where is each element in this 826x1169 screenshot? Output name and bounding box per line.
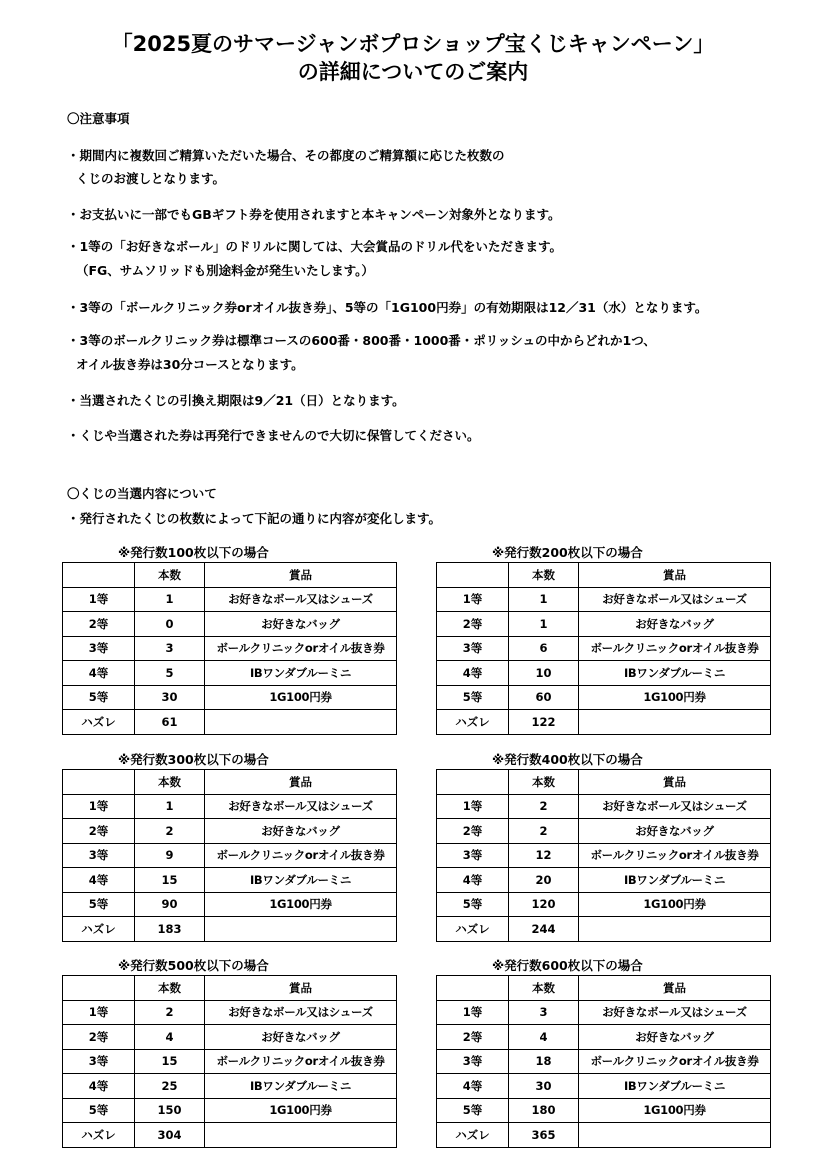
header-prize-cell: 賞品 <box>205 770 397 795</box>
header-blank-cell <box>63 770 135 795</box>
prize-cell: IBワンダブルーミニ <box>579 868 771 893</box>
table-row <box>63 1000 397 1025</box>
count-cell: 2 <box>135 1000 205 1025</box>
header-prize-cell: 賞品 <box>579 770 771 795</box>
count-cell: 25 <box>135 1074 205 1099</box>
prize-cell: 1G100円券 <box>579 685 771 710</box>
prize-cell <box>579 917 771 942</box>
prize-table <box>436 562 771 735</box>
rank-cell: ハズレ <box>63 710 135 735</box>
count-cell: 12 <box>509 843 579 868</box>
count-cell: 18 <box>509 1049 579 1074</box>
count-cell: 30 <box>135 685 205 710</box>
table-row <box>437 1123 771 1148</box>
rank-cell: ハズレ <box>437 917 509 942</box>
rank-cell: 1等 <box>437 587 509 612</box>
table-row <box>63 685 397 710</box>
note-line: ・期間内に複数回ご精算いただいた場合、その都度のご精算額に応じた枚数の <box>67 148 505 163</box>
prize-cell: お好きなバッグ <box>579 612 771 637</box>
header-blank-cell <box>437 770 509 795</box>
count-cell: 5 <box>135 661 205 686</box>
table-row <box>63 1049 397 1074</box>
prize-cell: お好きなボール又はシューズ <box>579 794 771 819</box>
prize-cell <box>205 917 397 942</box>
header-count-cell: 本数 <box>135 563 205 588</box>
count-cell: 61 <box>135 710 205 735</box>
prize-cell: お好きなボール又はシューズ <box>579 587 771 612</box>
rank-cell: 1等 <box>63 794 135 819</box>
count-cell: 3 <box>135 636 205 661</box>
prize-cell: 1G100円券 <box>205 892 397 917</box>
note-line: （FG、サムソリッドも別途料金が発生いたします。） <box>76 263 374 278</box>
count-cell: 15 <box>135 1049 205 1074</box>
header-prize-cell: 賞品 <box>579 976 771 1001</box>
table-caption: ※発行数500枚以下の場合 <box>118 958 269 973</box>
count-cell: 1 <box>509 612 579 637</box>
prize-cell: お好きなバッグ <box>205 819 397 844</box>
table-row <box>63 1025 397 1050</box>
header-blank-cell <box>437 976 509 1001</box>
count-cell: 304 <box>135 1123 205 1148</box>
header-prize-cell: 賞品 <box>205 563 397 588</box>
count-cell: 2 <box>135 819 205 844</box>
rank-cell: 3等 <box>437 636 509 661</box>
prize-cell: IBワンダブルーミニ <box>205 661 397 686</box>
note-line: ・当選されたくじの引換え期限は9／21（日）となります。 <box>67 393 405 408</box>
note-line: ・お支払いに一部でもGBギフト券を使用されますと本キャンペーン対象外となります。 <box>67 207 561 222</box>
prize-table <box>62 769 397 942</box>
note-line: くじのお渡しとなります。 <box>76 171 226 186</box>
prize-cell: お好きなボール又はシューズ <box>579 1000 771 1025</box>
table-caption: ※発行数200枚以下の場合 <box>492 545 643 560</box>
table-row <box>63 612 397 637</box>
table-row <box>437 612 771 637</box>
prize-table <box>62 975 397 1148</box>
rank-cell: 4等 <box>437 1074 509 1099</box>
table-row <box>63 1123 397 1148</box>
rank-cell: 1等 <box>63 1000 135 1025</box>
rank-cell: 3等 <box>437 1049 509 1074</box>
rank-cell: 3等 <box>437 843 509 868</box>
page-title-line1: 「2025夏のサマージャンボプロショップ宝くじキャンペーン」 <box>111 32 715 56</box>
prize-cell: ボールクリニックorオイル抜き券 <box>205 636 397 661</box>
rank-cell: 4等 <box>63 1074 135 1099</box>
rank-cell: 5等 <box>63 1098 135 1123</box>
note-line: ・3等の「ボールクリニック券orオイル抜き券」、5等の「1G100円券」の有効期限は12／31（水）となります。 <box>67 300 708 315</box>
prize-cell <box>579 710 771 735</box>
prize-cell: ボールクリニックorオイル抜き券 <box>579 1049 771 1074</box>
rank-cell: 5等 <box>437 685 509 710</box>
table-caption: ※発行数400枚以下の場合 <box>492 752 643 767</box>
rank-cell: 1等 <box>63 587 135 612</box>
note-line: オイル抜き券は30分コースとなります。 <box>76 357 304 372</box>
count-cell: 60 <box>509 685 579 710</box>
table-row <box>63 710 397 735</box>
results-heading: 〇くじの当選内容について <box>67 486 217 501</box>
rank-cell: 5等 <box>437 1098 509 1123</box>
count-cell: 15 <box>135 868 205 893</box>
prize-cell: 1G100円券 <box>205 1098 397 1123</box>
count-cell: 244 <box>509 917 579 942</box>
table-row <box>63 636 397 661</box>
table-row <box>63 661 397 686</box>
table-header-row <box>437 563 771 588</box>
rank-cell: 2等 <box>437 612 509 637</box>
prize-cell: ボールクリニックorオイル抜き券 <box>205 843 397 868</box>
count-cell: 150 <box>135 1098 205 1123</box>
prize-table <box>436 975 771 1148</box>
prize-cell: ボールクリニックorオイル抜き券 <box>579 636 771 661</box>
count-cell: 20 <box>509 868 579 893</box>
table-header-row <box>437 976 771 1001</box>
table-row <box>63 892 397 917</box>
count-cell: 365 <box>509 1123 579 1148</box>
prize-cell: IBワンダブルーミニ <box>205 868 397 893</box>
header-blank-cell <box>437 563 509 588</box>
rank-cell: 2等 <box>437 819 509 844</box>
rank-cell: 5等 <box>63 892 135 917</box>
prize-cell: お好きなバッグ <box>205 612 397 637</box>
table-row <box>63 917 397 942</box>
table-row <box>63 868 397 893</box>
prize-table <box>62 562 397 735</box>
prize-table <box>436 769 771 942</box>
prize-cell: 1G100円券 <box>579 892 771 917</box>
prize-cell: IBワンダブルーミニ <box>579 1074 771 1099</box>
rank-cell: 2等 <box>63 612 135 637</box>
count-cell: 1 <box>509 587 579 612</box>
prize-cell: お好きなボール又はシューズ <box>205 794 397 819</box>
table-row <box>437 1098 771 1123</box>
count-cell: 10 <box>509 661 579 686</box>
table-row <box>437 1025 771 1050</box>
rank-cell: 3等 <box>63 1049 135 1074</box>
table-row <box>437 794 771 819</box>
count-cell: 122 <box>509 710 579 735</box>
rank-cell: ハズレ <box>437 1123 509 1148</box>
rank-cell: 3等 <box>63 636 135 661</box>
count-cell: 3 <box>509 1000 579 1025</box>
prize-cell <box>205 1123 397 1148</box>
prize-cell: ボールクリニックorオイル抜き券 <box>579 843 771 868</box>
prize-cell: お好きなバッグ <box>205 1025 397 1050</box>
rank-cell: 2等 <box>437 1025 509 1050</box>
note-line: ・1等の「お好きなボール」のドリルに関しては、大会賞品のドリル代をいただきます。 <box>67 239 562 254</box>
count-cell: 1 <box>135 794 205 819</box>
prize-cell: ボールクリニックorオイル抜き券 <box>205 1049 397 1074</box>
table-row <box>437 819 771 844</box>
count-cell: 4 <box>135 1025 205 1050</box>
prize-cell: お好きなボール又はシューズ <box>205 587 397 612</box>
rank-cell: 4等 <box>437 868 509 893</box>
count-cell: 4 <box>509 1025 579 1050</box>
count-cell: 9 <box>135 843 205 868</box>
prize-cell <box>579 1123 771 1148</box>
prize-cell: IBワンダブルーミニ <box>205 1074 397 1099</box>
table-row <box>437 892 771 917</box>
count-cell: 180 <box>509 1098 579 1123</box>
note-line: ・くじや当選された券は再発行できませんので大切に保管してください。 <box>67 428 480 443</box>
header-count-cell: 本数 <box>509 976 579 1001</box>
table-row <box>437 587 771 612</box>
count-cell: 0 <box>135 612 205 637</box>
count-cell: 6 <box>509 636 579 661</box>
table-row <box>63 843 397 868</box>
table-row <box>437 843 771 868</box>
notes-heading: 〇注意事項 <box>67 111 130 126</box>
header-prize-cell: 賞品 <box>579 563 771 588</box>
header-count-cell: 本数 <box>135 976 205 1001</box>
rank-cell: ハズレ <box>63 917 135 942</box>
rank-cell: 5等 <box>437 892 509 917</box>
header-blank-cell <box>63 563 135 588</box>
table-row <box>437 1074 771 1099</box>
rank-cell: 4等 <box>437 661 509 686</box>
count-cell: 90 <box>135 892 205 917</box>
rank-cell: 1等 <box>437 794 509 819</box>
table-row <box>63 794 397 819</box>
table-row <box>437 636 771 661</box>
rank-cell: 1等 <box>437 1000 509 1025</box>
header-blank-cell <box>63 976 135 1001</box>
table-caption: ※発行数100枚以下の場合 <box>118 545 269 560</box>
table-header-row <box>63 770 397 795</box>
header-count-cell: 本数 <box>509 770 579 795</box>
rank-cell: 5等 <box>63 685 135 710</box>
table-row <box>437 710 771 735</box>
prize-cell <box>205 710 397 735</box>
count-cell: 120 <box>509 892 579 917</box>
table-row <box>437 685 771 710</box>
rank-cell: 2等 <box>63 1025 135 1050</box>
table-row <box>437 1049 771 1074</box>
table-caption: ※発行数600枚以下の場合 <box>492 958 643 973</box>
table-row <box>63 587 397 612</box>
prize-cell: お好きなバッグ <box>579 1025 771 1050</box>
table-header-row <box>63 976 397 1001</box>
table-row <box>63 1074 397 1099</box>
prize-cell: 1G100円券 <box>205 685 397 710</box>
rank-cell: ハズレ <box>63 1123 135 1148</box>
page-title-line2: の詳細についてのご案内 <box>297 60 529 84</box>
results-intro: ・発行されたくじの枚数によって下記の通りに内容が変化します。 <box>67 511 442 526</box>
header-prize-cell: 賞品 <box>205 976 397 1001</box>
rank-cell: 3等 <box>63 843 135 868</box>
prize-cell: お好きなボール又はシューズ <box>205 1000 397 1025</box>
rank-cell: ハズレ <box>437 710 509 735</box>
note-line: ・3等のボールクリニック券は標準コースの600番・800番・1000番・ポリッシュの中からどれか1つ、 <box>67 333 656 348</box>
header-count-cell: 本数 <box>135 770 205 795</box>
count-cell: 30 <box>509 1074 579 1099</box>
header-count-cell: 本数 <box>509 563 579 588</box>
count-cell: 183 <box>135 917 205 942</box>
table-row <box>437 661 771 686</box>
table-header-row <box>63 563 397 588</box>
rank-cell: 4等 <box>63 661 135 686</box>
table-row <box>437 917 771 942</box>
table-row <box>63 1098 397 1123</box>
rank-cell: 2等 <box>63 819 135 844</box>
count-cell: 1 <box>135 587 205 612</box>
prize-cell: 1G100円券 <box>579 1098 771 1123</box>
prize-cell: お好きなバッグ <box>579 819 771 844</box>
prize-cell: IBワンダブルーミニ <box>579 661 771 686</box>
count-cell: 2 <box>509 819 579 844</box>
table-row <box>63 819 397 844</box>
table-row <box>437 1000 771 1025</box>
count-cell: 2 <box>509 794 579 819</box>
table-row <box>437 868 771 893</box>
rank-cell: 4等 <box>63 868 135 893</box>
table-header-row <box>437 770 771 795</box>
table-caption: ※発行数300枚以下の場合 <box>118 752 269 767</box>
